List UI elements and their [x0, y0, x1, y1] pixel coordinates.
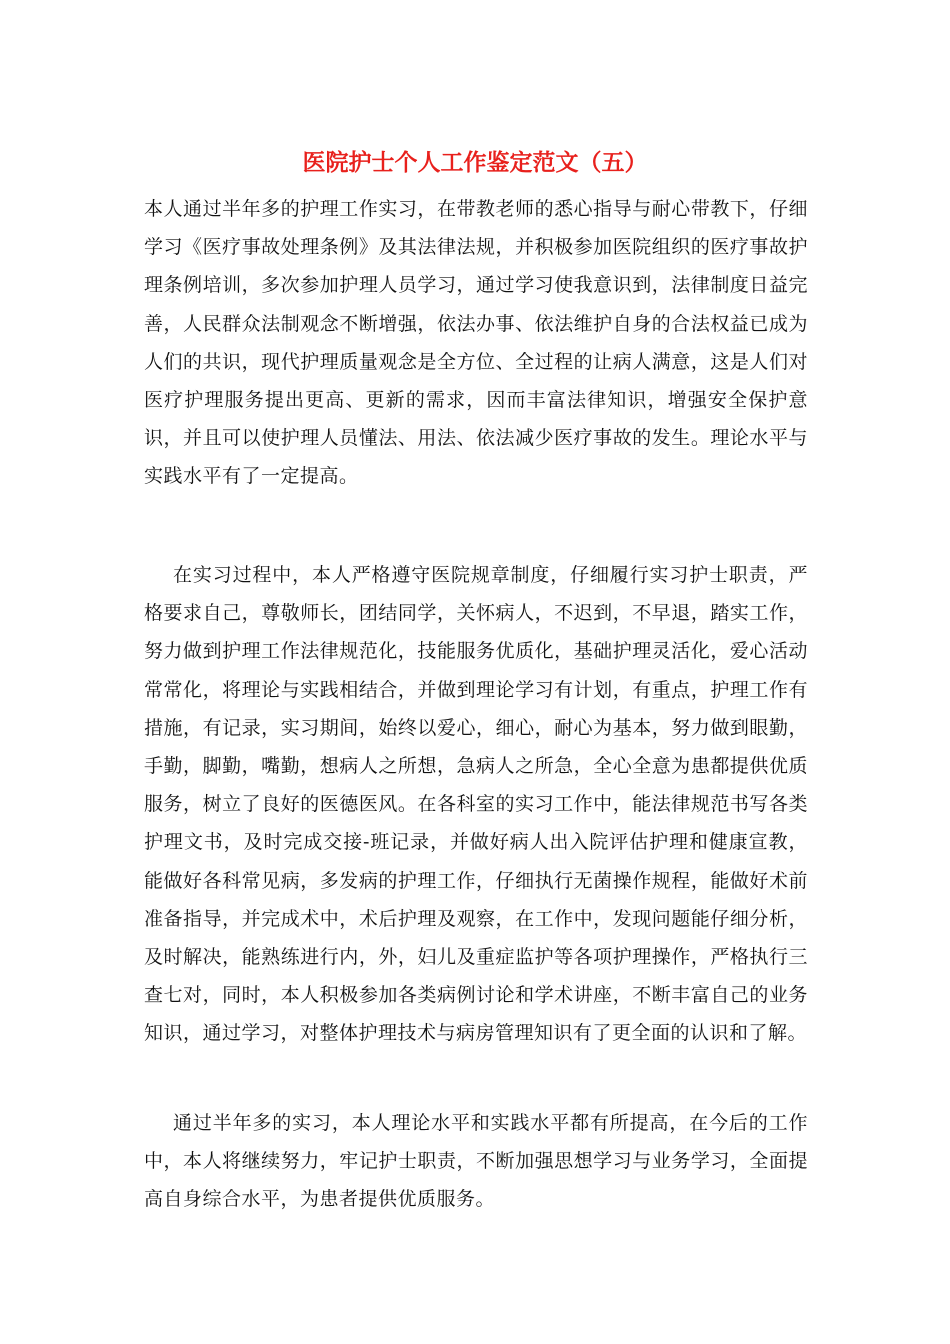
document-title: 医院护士个人工作鉴定范文（五）: [302, 150, 648, 176]
paragraph-intro: 本人通过半年多的护理工作实习，在带教老师的悉心指导与耐心带教下，仔细学习《医疗事故处理条例》及其法律法规，并积极参加医院组织的医疗事故护理条例培训，多次参加护理人员学习，通过学习使我意识到，法律制度日益完善，人民群众法制观念不断增强，依法办事、依法维护自身的合法权益已成为人们的共识，现代护理质量观念是全方位、全过程的让病人满意，这是人们对医疗护理服务提出更高、更新的需求，因而丰富法律知识，增强安全保护意识，并且可以使护理人员懂法、用法、依法减少医疗事故的发生。理论水平与实践水平有了一定提高。: [144, 198, 808, 488]
paragraph-internship: 在实习过程中，本人严格遵守医院规章制度，仔细履行实习护士职责，严格要求自己，尊敬师长，团结同学，关怀病人，不迟到，不早退，踏实工作，努力做到护理工作法律规范化，技能服务优质化，基础护理灵活化，爱心活动常常化，将理论与实践相结合，并做到理论学习有计划，有重点，护理工作有措施，有记录，实习期间，始终以爱心，细心，耐心为基本，努力做到眼勤，手勤，脚勤，嘴勤，想病人之所想，急病人之所急，全心全意为患都提供优质服务，树立了良好的医德医风。在各科室的实习工作中，能法律规范书写各类护理文书，及时完成交接-班记录，并做好病人出入院评估护理和健康宣教，能做好各科常见病，多发病的护理工作，仔细执行无菌操作规程，能做好术前准备指导，并完成术中，术后护理及观察，在工作中，发现问题能仔细分析，及时解决，能熟练进行内，外，妇儿及重症监护等各项护理操作，严格执行三查七对，同时，本人积极参加各类病例讨论和学术讲座，不断丰富自己的业务知识，通过学习，对整体护理技术与病房管理知识有了更全面的认识和了解。: [144, 564, 808, 1045]
paragraph-conclusion: 通过半年多的实习，本人理论水平和实践水平都有所提高，在今后的工作中，本人将继续努力，牢记护士职责，不断加强思想学习与业务学习，全面提高自身综合水平，为患者提供优质服务。: [144, 1112, 808, 1211]
